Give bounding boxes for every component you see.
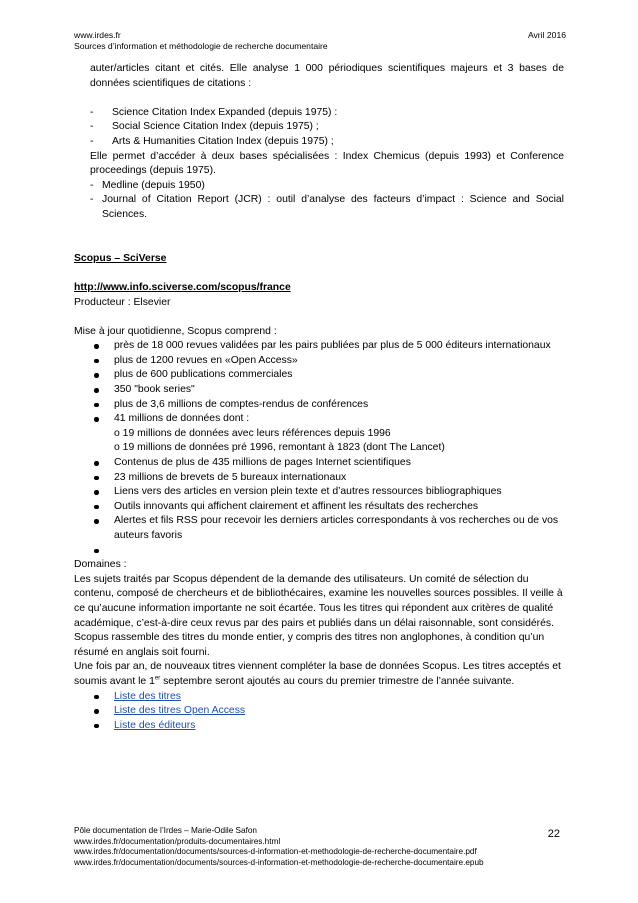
domains-paragraph: Les sujets traités par Scopus dépendent de la demande des utilisateurs. Un comité de sélection du contenu, composé de chercheurs et de bibliothécaires, examine les nouvelles sources possibles. Il veille à ce qu’aucune information importante ne soit écartée. Tous les titres qui répondent aux critères de qualité académique, c’est-à-dire ceux revus par des pairs et publiés dans un délai raisonnable, sont considérés. Scopus rassemble des titres du monde entier, y compris des titres non anglophones, à condition qu’un résumé en anglais soit fourni. <box>74 573 563 658</box>
list-item: Liens vers des articles en version plein texte et d’autres ressources bibliographiques <box>90 485 564 500</box>
page-number: 22 <box>547 828 560 840</box>
header-date: Avril 2016 <box>527 30 566 40</box>
domains-label: Domaines : <box>74 559 127 571</box>
list-item: - Arts & Humanities Citation Index (depuis 1975) ; <box>90 135 334 147</box>
page-footer <box>74 826 484 868</box>
intro-dash-list-2 <box>90 179 564 223</box>
list-item: plus de 1200 revues en «Open Access» <box>90 354 564 369</box>
list-item: 350 "book series" <box>90 383 564 398</box>
open-access-titles-link[interactable]: Liste des titres Open Access <box>114 705 246 717</box>
list-item: plus de 3,6 millions de comptes-rendus de conférences <box>90 398 564 413</box>
publishers-list-link[interactable]: Liste des éditeurs <box>114 719 196 731</box>
footer-line: www.irdes.fr/documentation/documents/sources-d-information-et-methodologie-de-recherche-documentaire.pdf <box>74 847 477 857</box>
intro-paragraph: auter/articles citant et cités. Elle analyse 1 000 périodiques scientifiques majeurs et 3 bases de données scientifiques de citations : <box>90 63 564 89</box>
list-item: Contenus de plus de 435 millions de pages Internet scientifiques <box>90 456 564 471</box>
intro-dash-list <box>90 106 564 150</box>
list-item: - Social Science Citation Index (depuis 1975) ; <box>90 121 319 133</box>
list-item: plus de 600 publications commerciales <box>90 368 564 383</box>
list-item: - Science Citation Index Expanded (depuis 1975) : <box>90 106 338 118</box>
list-item <box>90 690 564 705</box>
list-item: - Journal of Citation Report (JCR) : outil d’analyse des facteurs d’impact : Science and Social Sciences. <box>90 194 564 220</box>
list-item: - Medline (depuis 1950) <box>90 179 205 191</box>
list-item: Outils innovants qui affichent clairement et affinent les résultats des recherches <box>90 500 564 515</box>
sub-list-item: o 19 millions de données pré 1996, remontant à 1823 (dont The Lancet) <box>114 442 445 454</box>
update-intro: Mise à jour quotidienne, Scopus comprend : <box>74 325 277 337</box>
list-item <box>90 719 564 734</box>
page-header <box>74 30 328 52</box>
intro-paragraph-2: Elle permet d’accéder à deux bases spécialisées : Index Chemicus (depuis 1993) et Conference proceedings (depuis 1975). <box>90 150 564 177</box>
scopus-bullets <box>74 339 564 558</box>
update-paragraph: Une fois par an, de nouveaux titres viennent compléter la base de données Scopus. Les titres acceptés et soumis avant le 1er septembre seront ajoutés au cours du premier trimestre de l’année suivante. <box>74 661 561 687</box>
list-item: 23 millions de brevets de 5 bureaux internationaux <box>90 471 564 486</box>
link-list <box>74 690 564 734</box>
list-item: près de 18 000 revues validées par les pairs publiées par plus de 5 000 éditeurs internationaux <box>90 339 564 354</box>
list-item <box>90 544 564 559</box>
scopus-url-link[interactable]: http://www.info.sciverse.com/scopus/france <box>74 281 291 293</box>
producer-text: Producteur : Elsevier <box>74 296 171 308</box>
footer-line: www.irdes.fr/documentation/documents/sources-d-information-et-methodologie-de-recherche-documentaire.epub <box>74 857 484 867</box>
list-item <box>90 704 564 719</box>
footer-line: Pôle documentation de l’Irdes – Marie-Odile Safon <box>74 826 257 835</box>
section-title: Scopus – SciVerse <box>74 252 167 264</box>
footer-line: www.irdes.fr/documentation/produits-documentaires.html <box>74 836 281 846</box>
header-subtitle: Sources d’information et méthodologie de recherche documentaire <box>74 41 328 51</box>
list-item: 41 millions de données dont : <box>90 412 564 427</box>
header-site: www.irdes.fr <box>74 30 121 40</box>
titles-list-link[interactable]: Liste des titres <box>114 690 181 702</box>
list-item: Alertes et fils RSS pour recevoir les derniers articles correspondants à vos recherches ou de vos auteurs favoris <box>90 514 564 543</box>
sub-list-item: o 19 millions de données avec leurs références depuis 1996 <box>114 427 391 439</box>
document-body <box>74 62 564 733</box>
